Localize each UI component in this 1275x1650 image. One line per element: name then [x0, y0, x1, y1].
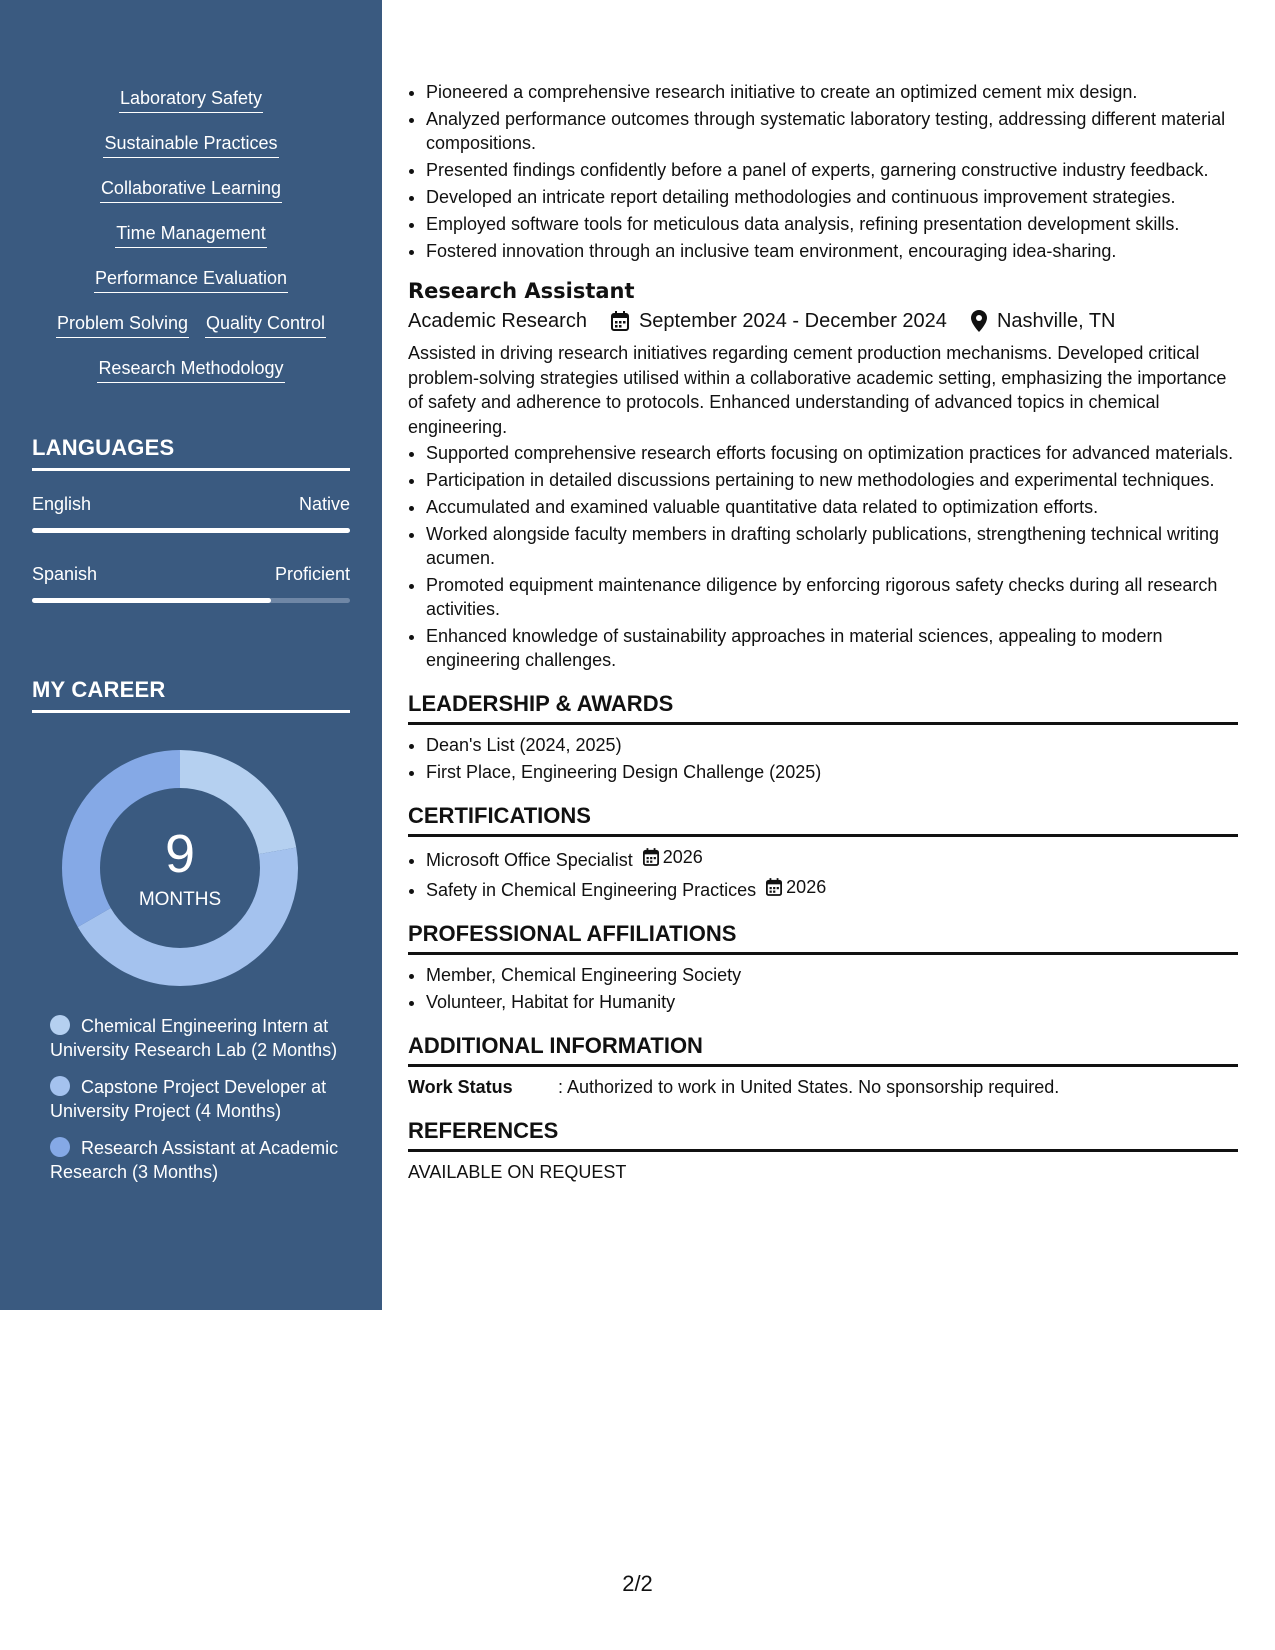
- language-bar: [32, 598, 350, 603]
- work-status-value: : Authorized to work in United States. No sponsorship required.: [558, 1077, 1060, 1097]
- skill-row: [32, 176, 350, 221]
- legend-dot: [50, 1076, 70, 1096]
- languages-heading: LANGUAGES: [32, 434, 350, 471]
- list-item: • Analyzed performance outcomes through systematic laboratory testing, addressing different material compositions.: [426, 107, 1238, 155]
- language-spanish: [32, 562, 350, 603]
- language-bar: [32, 528, 350, 533]
- affiliations-heading: PROFESSIONAL AFFILIATIONS: [408, 920, 1238, 955]
- page-number: 2/2: [622, 1571, 653, 1596]
- career-donut-chart: [62, 750, 298, 986]
- language-bar-fill: [32, 528, 350, 533]
- skill-tag: Sustainable Practices: [103, 131, 278, 158]
- list-item: • Dean's List (2024, 2025): [426, 733, 1238, 757]
- calendar-icon: [611, 311, 629, 331]
- career-legend-label: Chemical Engineering Intern at University Research Lab (2 Months): [50, 1016, 338, 1060]
- skill-tag: Collaborative Learning: [100, 176, 282, 203]
- affiliations-list: [408, 963, 1238, 1014]
- career-legend-item: [50, 1075, 340, 1123]
- skill-tag: Performance Evaluation: [94, 266, 288, 293]
- certifications-heading: CERTIFICATIONS: [408, 802, 1238, 837]
- career-total: 9: [164, 824, 196, 884]
- work-status-key: Work Status: [408, 1077, 513, 1097]
- certification-date: [643, 845, 703, 869]
- job-title: Research Assistant: [408, 279, 635, 303]
- certification-year: 2026: [786, 877, 827, 897]
- skill-row: [32, 221, 350, 266]
- main-content: [408, 80, 1238, 1184]
- leadership-list: [408, 733, 1238, 784]
- certification-item: [426, 845, 1238, 872]
- list-item: • Enhanced knowledge of sustainability approaches in material sciences, appealing to modern engineering challenges.: [426, 624, 1238, 672]
- sidebar: [0, 0, 382, 1310]
- references-text: AVAILABLE ON REQUEST: [408, 1162, 627, 1182]
- skill-tag: Research Methodology: [97, 356, 284, 383]
- career-legend-label: Capstone Project Developer at University Project (4 Months): [50, 1077, 327, 1121]
- legend-dot: [50, 1015, 70, 1035]
- career-legend-item: [50, 1014, 340, 1062]
- list-item: • Participation in detailed discussions pertaining to new methodologies and experimental techniques.: [426, 468, 1238, 492]
- job-summary: Assisted in driving research initiatives regarding cement production mechanisms. Developed critical problem-solving strategies utilised within a collaborative academic setting, emphasizing the importance of safety and adherence to protocols. Enhanced understanding of advanced topics in chemical engineering.: [408, 343, 1227, 437]
- previous-job-bullets: [408, 80, 1238, 263]
- job-dates: September 2024 - December 2024: [638, 310, 947, 332]
- career-legend-item: [50, 1136, 340, 1184]
- references-heading: REFERENCES: [408, 1117, 1238, 1152]
- career-legend: [50, 1014, 340, 1197]
- certification-name: Safety in Chemical Engineering Practices: [426, 880, 757, 900]
- certification-date: [766, 875, 826, 899]
- skill-tag: Problem Solving: [56, 311, 189, 338]
- language-english: [32, 492, 350, 533]
- career-unit: MONTHS: [138, 889, 222, 910]
- list-item: • Accumulated and examined valuable quantitative data related to optimization efforts.: [426, 495, 1238, 519]
- certification-name: Microsoft Office Specialist: [426, 850, 633, 870]
- calendar-icon: [766, 878, 782, 896]
- list-item: • First Place, Engineering Design Challenge (2025): [426, 760, 1238, 784]
- legend-dot: [50, 1137, 70, 1157]
- job-location: Nashville, TN: [996, 310, 1116, 332]
- career-heading: MY CAREER: [32, 676, 350, 713]
- list-item: • Volunteer, Habitat for Humanity: [426, 990, 1238, 1014]
- list-item: • Supported comprehensive research efforts focusing on optimization practices for advanced materials.: [426, 441, 1238, 465]
- skill-tag: Quality Control: [205, 311, 326, 338]
- language-bar-fill: [32, 598, 271, 603]
- list-item: • Promoted equipment maintenance diligence by enforcing rigorous safety checks during all research activities.: [426, 573, 1238, 621]
- job-meta: [408, 307, 1238, 335]
- skill-row: [32, 311, 350, 356]
- language-name: Spanish: [32, 564, 98, 584]
- work-status-row: [408, 1075, 1238, 1099]
- certification-item: [426, 875, 1238, 902]
- leadership-heading: LEADERSHIP & AWARDS: [408, 690, 1238, 725]
- job-company: Academic Research: [408, 310, 587, 332]
- skill-row: [32, 131, 350, 176]
- list-item: • Presented findings confidently before a panel of experts, garnering constructive industry feedback.: [426, 158, 1238, 182]
- list-item: • Worked alongside faculty members in drafting scholarly publications, strengthening technical writing acumen.: [426, 522, 1238, 570]
- skill-row: [32, 356, 350, 401]
- career-legend-label: Research Assistant at Academic Research (3 Months): [50, 1138, 339, 1182]
- list-item: • Developed an intricate report detailing methodologies and continuous improvement strategies.: [426, 185, 1238, 209]
- list-item: • Pioneered a comprehensive research initiative to create an optimized cement mix design.: [426, 80, 1238, 104]
- certification-year: 2026: [662, 847, 703, 867]
- skill-tag: Time Management: [115, 221, 266, 248]
- calendar-icon: [643, 848, 659, 866]
- job-bullets: [408, 441, 1238, 672]
- skill-row: [32, 266, 350, 311]
- certifications-list: [408, 845, 1238, 902]
- list-item: • Employed software tools for meticulous data analysis, refining presentation development skills.: [426, 212, 1238, 236]
- list-item: • Member, Chemical Engineering Society: [426, 963, 1238, 987]
- skill-tag: Laboratory Safety: [119, 86, 263, 113]
- list-item: • Fostered innovation through an inclusive team environment, encouraging idea-sharing.: [426, 239, 1238, 263]
- language-level: Native: [298, 494, 350, 514]
- additional-info-heading: ADDITIONAL INFORMATION: [408, 1032, 1238, 1067]
- location-pin-icon: [971, 310, 987, 332]
- skill-row: [32, 86, 350, 131]
- language-level: Proficient: [274, 564, 350, 584]
- skills-list: [32, 86, 350, 401]
- language-name: English: [32, 494, 92, 514]
